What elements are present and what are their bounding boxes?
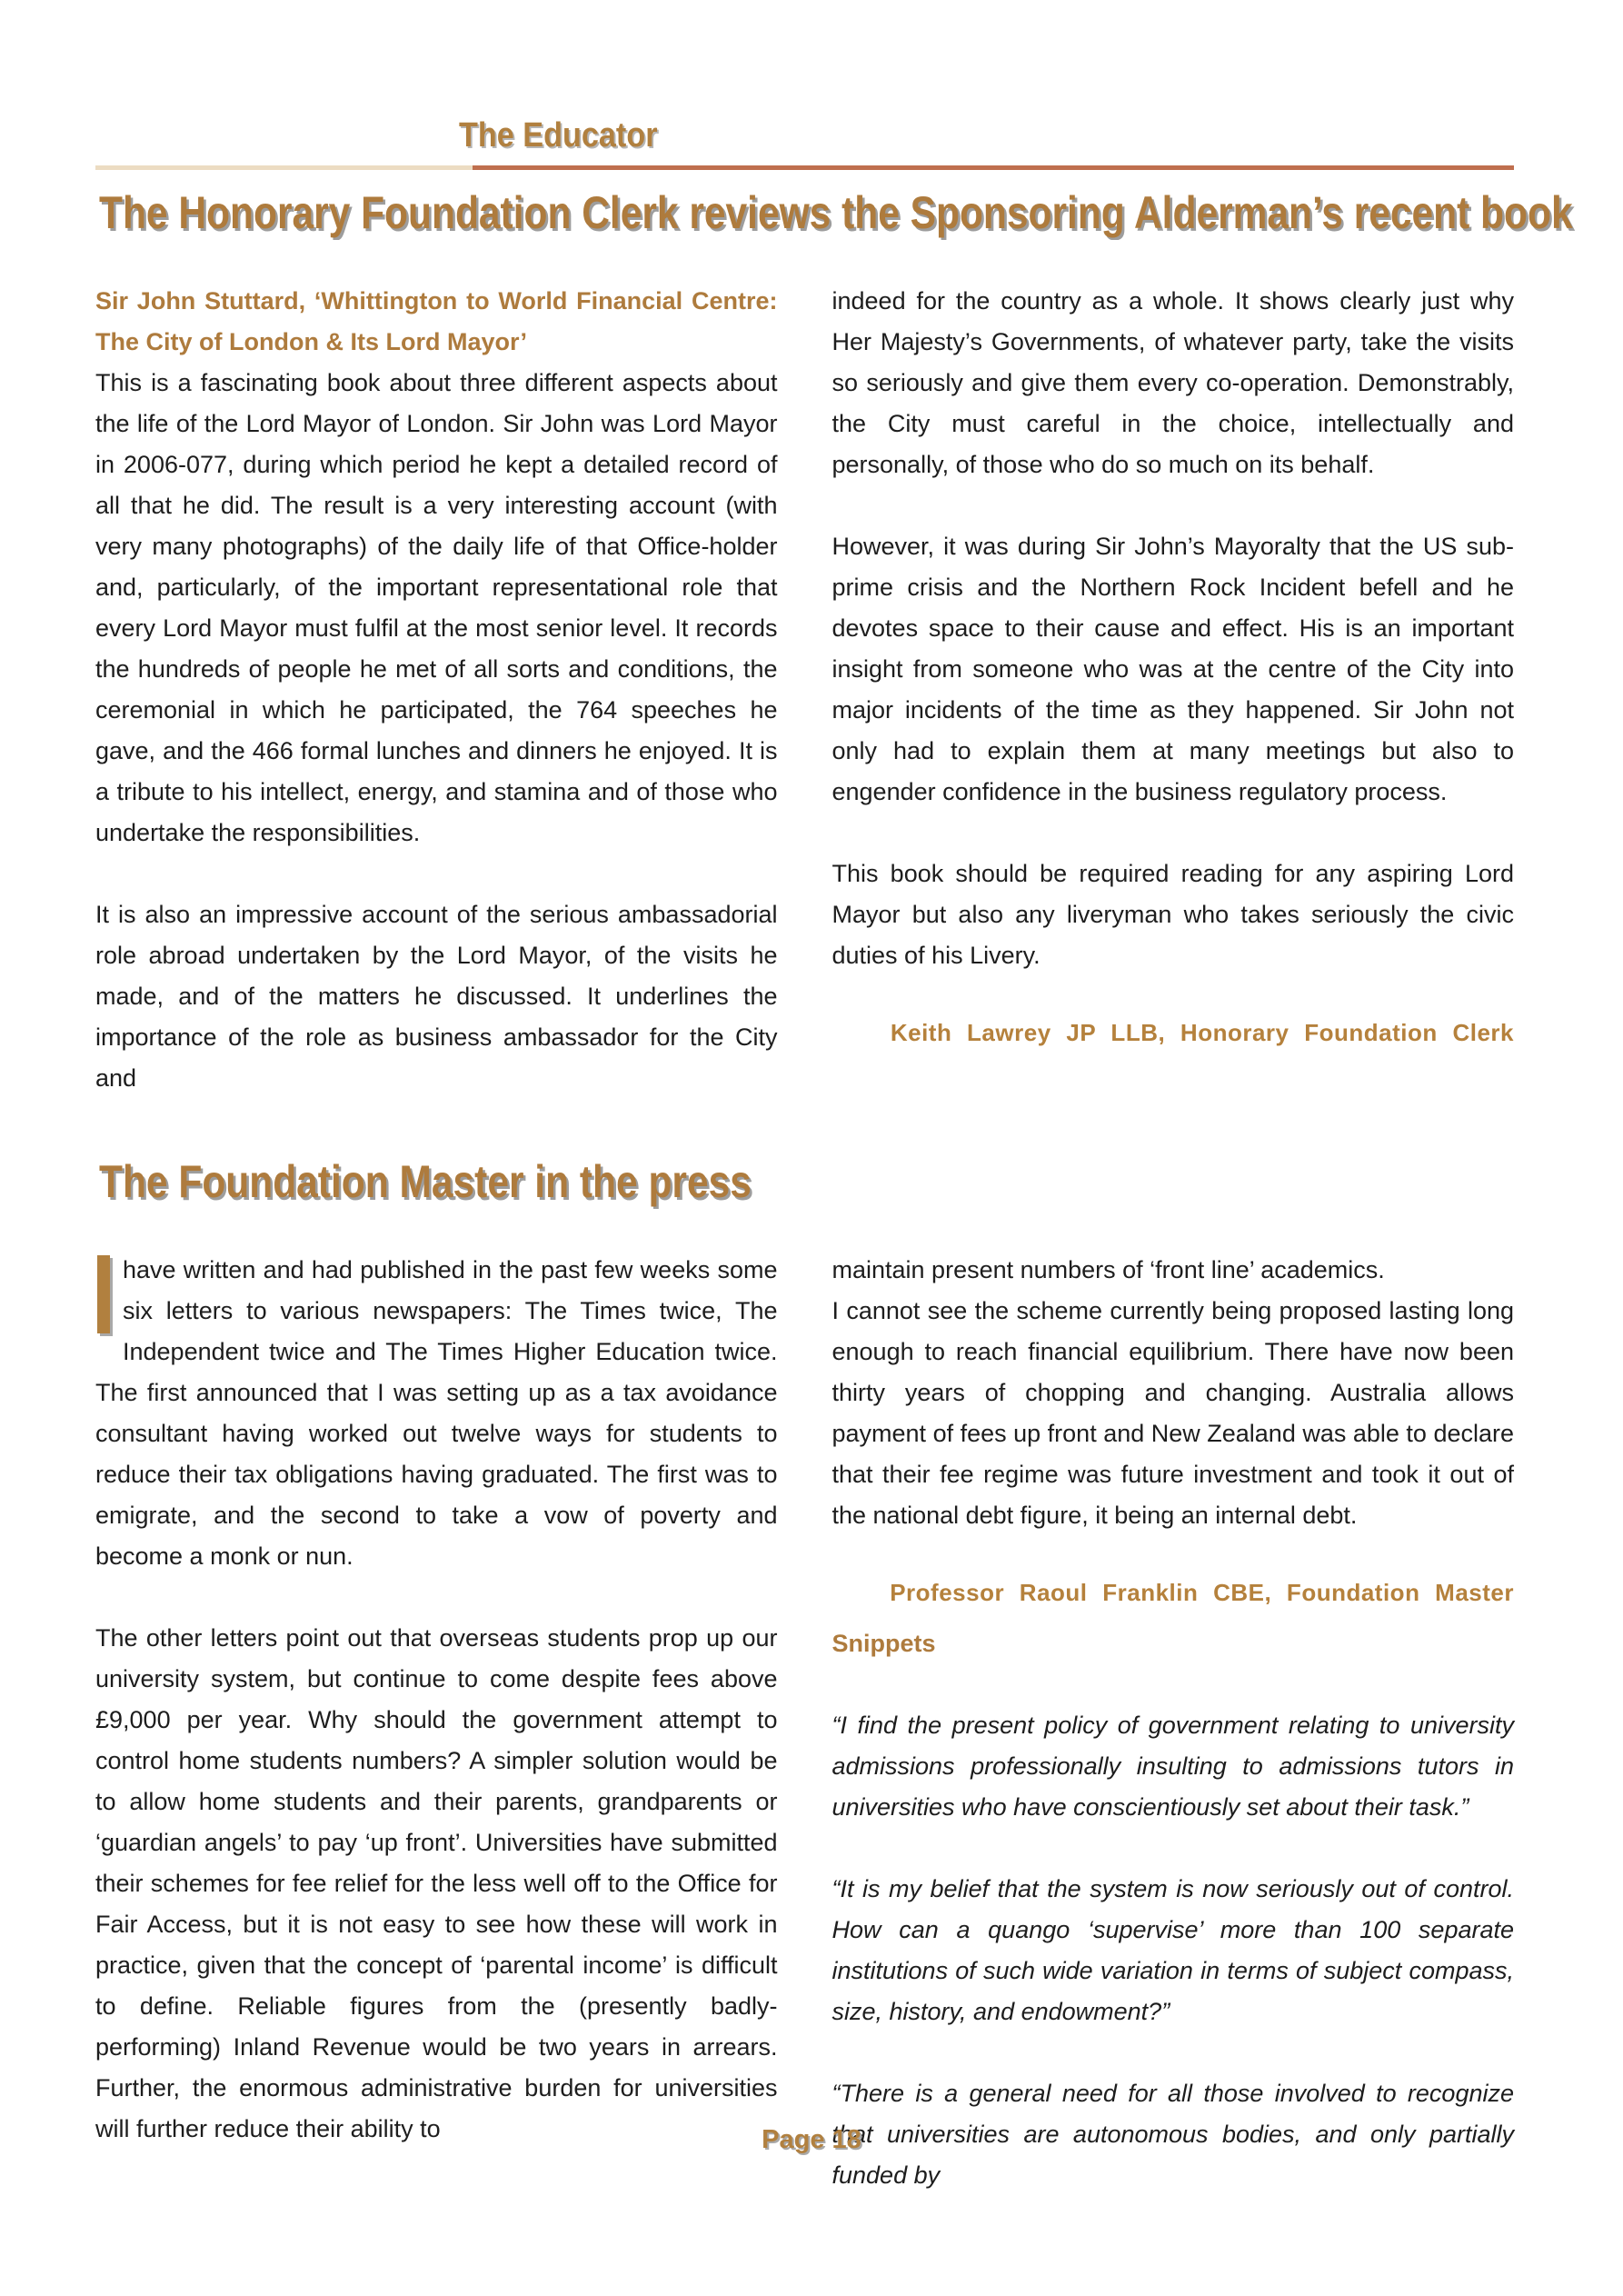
article2-attribution: Professor Raoul Franklin CBE, Foundation Master <box>890 1579 1514 1606</box>
article1-right-column <box>832 281 1515 1099</box>
page-header <box>95 116 1514 170</box>
article2-body <box>95 1250 1514 2196</box>
article1-subhead: Sir John Stuttard, ‘Whittington to World Financial Centre: The City of London & Its Lord Mayor’ <box>95 287 778 355</box>
article1-paragraph: However, it was during Sir John’s Mayoralty that the US sub-prime crisis and the Northern Rock Incident befell and he devotes space to their cause and effect. His is an important insight from someone who was at the centre of the City into major incidents of the time as they happened. Sir John not only had to explain them at many meetings but also to engender confidence in the business regulatory process. <box>831 533 1514 805</box>
article2-title: The Foundation Master in the press <box>99 1156 752 1207</box>
page-number: Page 18 <box>762 2125 861 2154</box>
article1-body <box>95 281 1514 1099</box>
article1-paragraph: This is a fascinating book about three different aspects about the life of the Lord Mayor of London. Sir John was Lord Mayor in 2006-077, during which period he kept a detailed record of all that he did. The result is a very interesting account (with very many photographs) of the daily life of that Office-holder and, particularly, of the important representational role that every Lord Mayor must fulfil at the most senior level. It records the hundreds of people he met of all sorts and conditions, the ceremonial in which he participated, the 764 speeches he gave, and the 466 formal lunches and dinners he enjoyed. It is a tribute to his intellect, energy, and stamina and of those who undertake the responsibilities. <box>95 369 778 846</box>
masthead-rule <box>95 165 1514 170</box>
article2-paragraph-text: have written and had published in the past few weeks some six letters to various newspapers: The Times twice, The Independent twice and The Times Higher Education twice. The first announced that I was setting up as a tax avoidance consultant having worked out twelve ways for students to reduce their tax obligations having graduated. The first was to emigrate, and the second to take a vow of poverty and become a monk or nun. <box>95 1256 778 1570</box>
article1-paragraph: This book should be required reading for any aspiring Lord Mayor but also any liveryman who takes seriously the civic duties of his Livery. <box>831 860 1514 969</box>
snippet-quote: “There is a general need for all those involved to recognize that universities are autonomous bodies, and only partially funded by <box>831 2080 1514 2189</box>
article2-right-column <box>832 1250 1515 2196</box>
article1-paragraph: indeed for the country as a whole. It shows clearly just why Her Majesty’s Governments, of whatever party, take the visits so seriously and give them every co-operation. Demonstrably, the City must careful in the choice, intellectually and personally, of those who do so much on its behalf. <box>831 287 1514 478</box>
snippets-heading: Snippets <box>831 1630 936 1657</box>
dropcap-letter <box>97 1255 110 1333</box>
snippet-quote: “I find the present policy of government relating to university admissions professionally insulting to admissions tutors in universities who have conscientiously set about their task.” <box>831 1712 1514 1821</box>
article1-left-column <box>95 281 778 1099</box>
article1-title: The Honorary Foundation Clerk reviews the Sponsoring Alderman’s recent book <box>99 187 1573 238</box>
article1-attribution: Keith Lawrey JP LLB, Honorary Foundation Clerk <box>890 1019 1514 1046</box>
article2-paragraph <box>95 1250 778 1577</box>
article1-paragraph: It is also an impressive account of the serious ambassadorial role abroad undertaken by the Lord Mayor, of the visits he made, and of the matters he discussed. It underlines the importance of the role as business ambassador for the City and <box>95 901 778 1092</box>
snippet-quote: “It is my belief that the system is now seriously out of control. How can a quango ‘supervise’ more than 100 separate institutions of such wide variation in terms of subject compass, size, history, and endowment?” <box>831 1875 1514 2025</box>
article2-paragraph: maintain present numbers of ‘front line’ academics. <box>831 1256 1385 1283</box>
article2-left-column <box>95 1250 778 2196</box>
article2-paragraph: I cannot see the scheme currently being proposed lasting long enough to reach financial equilibrium. There have now been thirty years of chopping and changing. Australia allows payment of fees up front and New Zealand was able to declare that their fee regime was future investment and took it out of the national debt figure, it being an internal debt. <box>831 1297 1514 1529</box>
masthead-title: The Educator <box>459 116 658 155</box>
article2-paragraph: The other letters point out that overseas students prop up our university system, but continue to come despite fees above £9,000 per year. Why should the government attempt to control home students numbers? A simpler solution would be to allow home students and their parents, grandparents or ‘guardian angels’ to pay ‘up front’. Universities have submitted their schemes for fee relief for the less well off to the Office for Fair Access, but it is not easy to see how these will work in practice, given that the concept of ‘parental income’ is difficult to define. Reliable figures from the (presently badly-performing) Inland Revenue would be two years in arrears. Further, the enormous administrative burden for universities will further reduce their ability to <box>95 1624 778 2142</box>
